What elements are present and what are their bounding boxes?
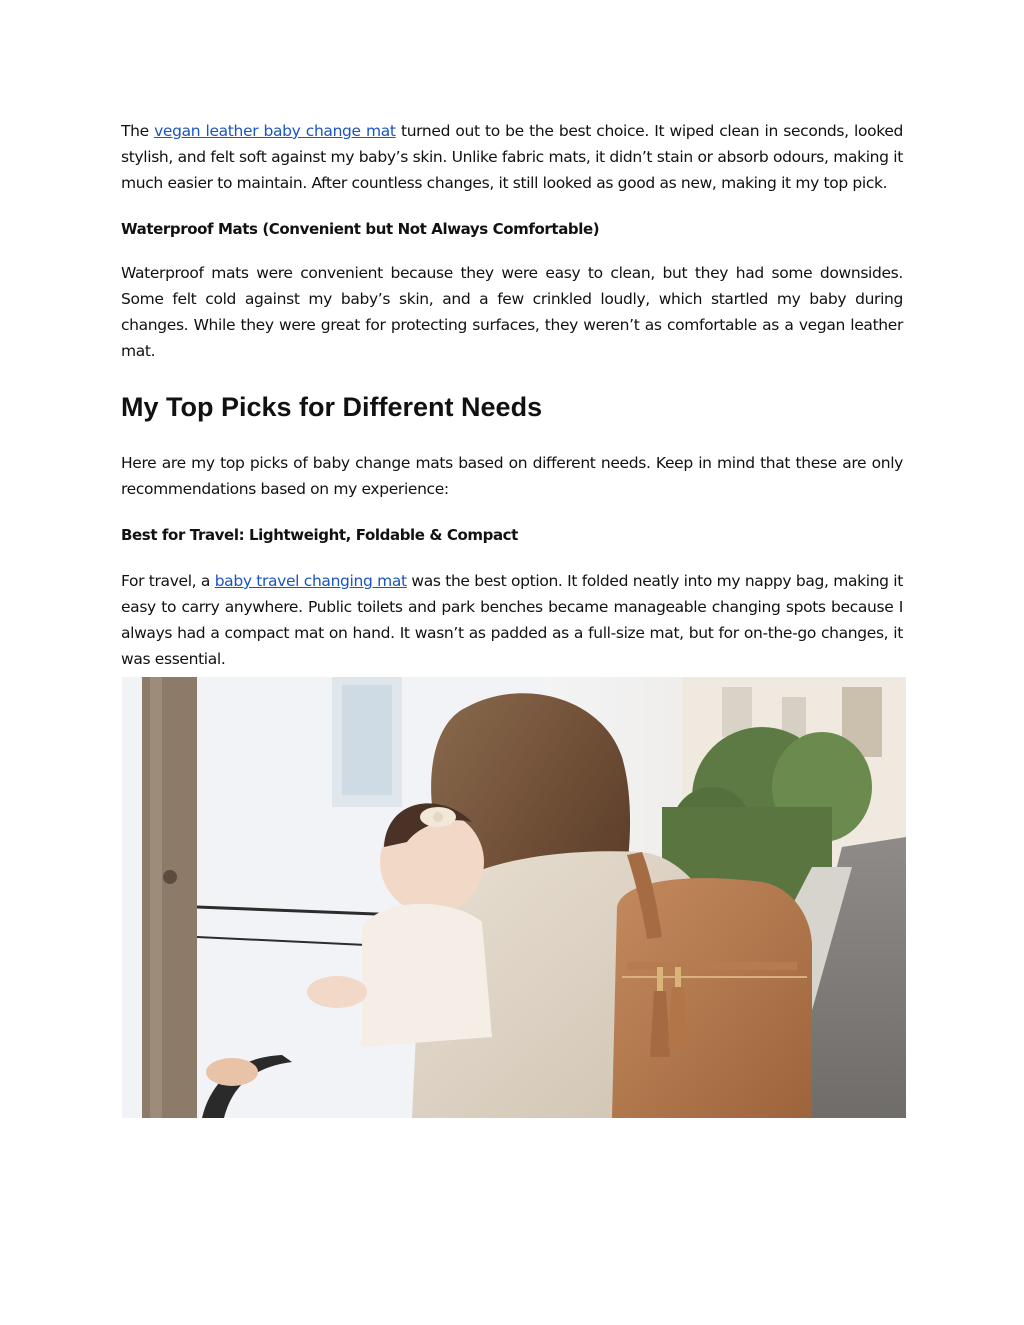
vegan-leather-mat-link[interactable]: vegan leather baby change mat xyxy=(154,122,396,140)
section-heading: My Top Picks for Different Needs xyxy=(121,392,543,422)
paragraph-text: For travel, a xyxy=(121,572,215,590)
subheading-waterproof-mats: Waterproof Mats (Convenient but Not Always Comfortable) xyxy=(121,220,600,238)
mother-carrying-baby-photo xyxy=(122,677,906,1118)
paragraph-travel xyxy=(121,568,903,672)
paragraph-top-picks-intro: Here are my top picks of baby change mats based on different needs. Keep in mind that these are only recommendations based on my experience: xyxy=(121,454,903,498)
baby-travel-changing-mat-link[interactable]: baby travel changing mat xyxy=(214,572,407,590)
subheading-best-for-travel: Best for Travel: Lightweight, Foldable & Compact xyxy=(121,526,518,544)
paragraph-text: was the best option. It folded neatly into my nappy bag, making it easy to carry anywhere. Public toilets and park benches became manageable changing spots because I always had a compact mat on hand. It wasn’t as padded as a full-size mat, but for on-the-go changes, it was essential. xyxy=(121,572,903,668)
paragraph-vegan-leather xyxy=(121,118,903,196)
paragraph-waterproof: Waterproof mats were convenient because they were easy to clean, but they had some downsides. Some felt cold against my baby’s skin, and a few crinkled loudly, which startled my baby during changes. While they were great for protecting surfaces, they weren’t as comfortable as a vegan leather mat. xyxy=(121,264,903,360)
document-body xyxy=(121,118,903,672)
paragraph-text: The xyxy=(121,122,155,140)
paragraph-text: turned out to be the best choice. It wiped clean in seconds, looked stylish, and felt soft against my baby’s skin. Unlike fabric mats, it didn’t stain or absorb odours, making it much easier to maintain. After countless changes, it still looked as good as new, making it my top pick. xyxy=(121,122,903,192)
